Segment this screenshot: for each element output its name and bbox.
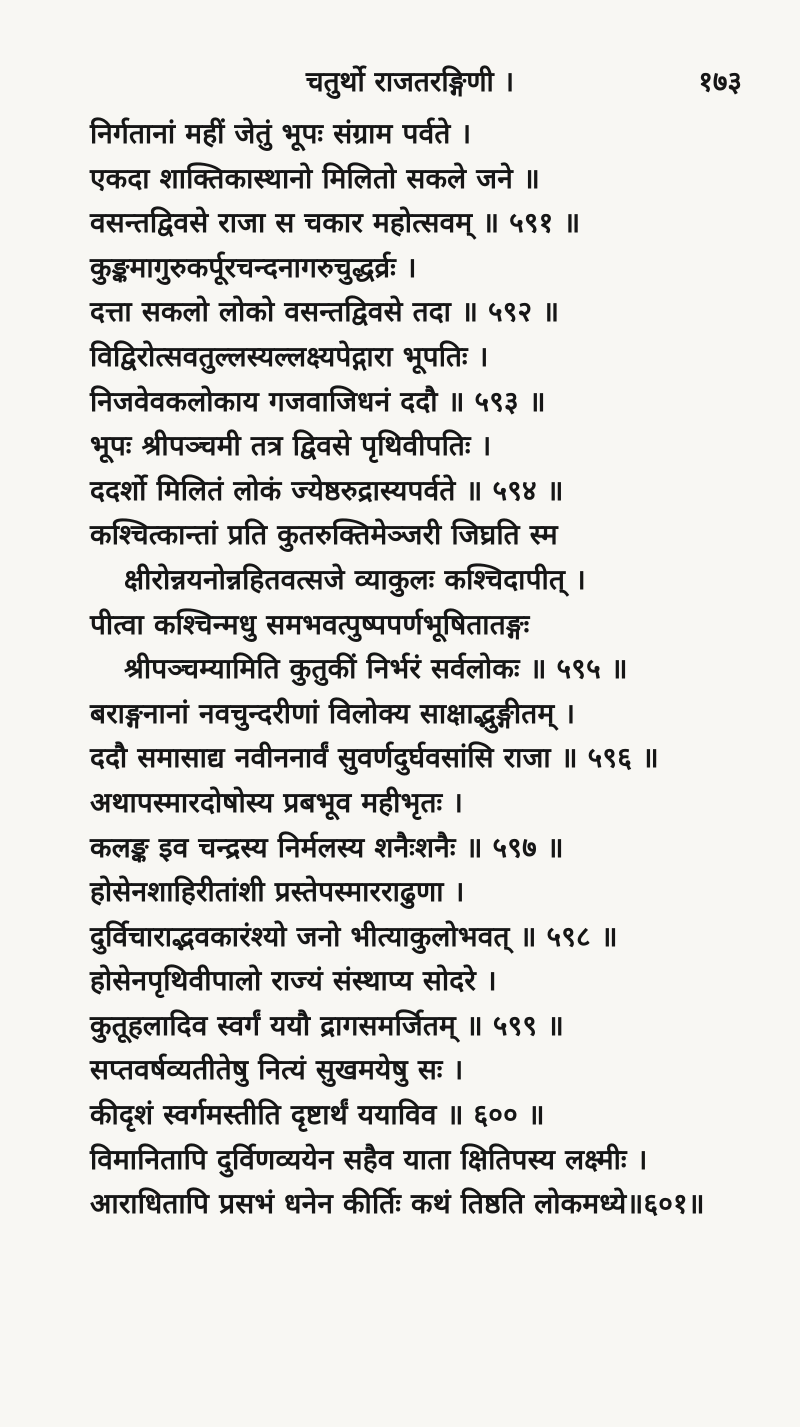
verse-block: [90, 112, 770, 1227]
verse-line: पीत्वा कश्चिन्मधु समभवत्पुष्पपर्णभूषितातङ्गः: [90, 607, 530, 641]
verse-line: कलङ्क इव चन्द्रस्य निर्मलस्य शनैःशनैः ॥ ५९७ ॥: [90, 830, 564, 864]
verse-line: दत्ता सकलो लोको वसन्तद्विवसे तदा ॥ ५९२ ॥: [90, 295, 560, 329]
verse-line: कीदृशं स्वर्गमस्तीति दृष्टार्थं ययाविव ॥ ६०० ॥: [90, 1098, 545, 1132]
verse-line: ददर्शो मिलितं लोकं ज्येष्ठरुद्रास्यपर्वते ॥ ५९४ ॥: [90, 473, 564, 507]
verse-line: अथापस्मारदोषोस्य प्रबभूव महीभृतः ।: [90, 785, 464, 819]
verse-line: आराधितापि प्रसभं धनेन कीर्तिः कथं तिष्ठति लोकमध्ये॥६०१॥: [90, 1187, 705, 1221]
verse-line: कुतूहलादिव स्वर्गं ययौ द्रागसमर्जितम् ॥ ५९९ ॥: [90, 1008, 565, 1042]
verse-line: वसन्तद्विवसे राजा स चकार महोत्सवम् ॥ ५९१ ॥: [90, 206, 581, 240]
verse-line: कश्चित्कान्तां प्रति कुतरुक्तिमेञ्जरी जिघ्रति स्म: [90, 518, 558, 552]
verse-line: क्षीरोन्नयनोन्नहितवत्सजे व्याकुलः कश्चिदापीत् ।: [124, 562, 586, 596]
page-header: [0, 62, 800, 102]
running-title: चतुर्थो राजतरङ्गिणी ।: [305, 65, 515, 98]
verse-line: श्रीपञ्चम्यामिति कुतुकीं निर्भरं सर्वलोकः ॥ ५९५ ॥: [124, 652, 628, 686]
verse-line: ददौ समासाद्य नवीननार्वं सुवर्णदुर्घवसांसि राजा ॥ ५९६ ॥: [90, 741, 659, 775]
verse-line: दुर्विचाराद्भवकारंश्यो जनो भीत्याकुलोभवत् ॥ ५९८ ॥: [90, 919, 618, 953]
verse-line: निजवेवकलोकाय गजवाजिधनं ददौ ॥ ५९३ ॥: [90, 384, 546, 418]
verse-line: एकदा शाक्तिकास्थानो मिलितो सकले जने ॥: [90, 161, 540, 195]
verse-line: निर्गतानां महीं जेतुं भूपः संग्राम पर्वते ।: [90, 117, 472, 150]
verse-line: बराङ्गनानां नवचुन्दरीणां विलोक्य साक्षाद्भुङ्गीतम् ।: [90, 696, 576, 730]
verse-line: होसेनशाहिरीतांशी प्रस्तेपस्मारराढुणा ।: [90, 875, 465, 909]
verse-line: विमानितापि दुर्विणव्ययेन सहैव याता क्षितिपस्य लक्ष्मीः ।: [90, 1142, 648, 1176]
verse-line: भूपः श्रीपञ्चमी तत्र द्विवसे पृथिवीपतिः ।: [90, 429, 492, 463]
verse-line: सप्तवर्षव्यतीतेषु नित्यं सुखमयेषु सः ।: [90, 1053, 464, 1087]
verse-line: कुङ्कमागुरुकर्पूरचन्दनागरुचुद्धर्व्रः ।: [90, 250, 417, 284]
page-number: १७३: [698, 65, 742, 98]
verse-line: विद्विरोत्सवतुल्लस्यल्लक्ष्यपेद्गारा भूपतिः ।: [90, 339, 489, 373]
verse-line: होसेनपृथिवीपालो राज्यं संस्थाप्य सोदरे ।: [90, 964, 497, 998]
